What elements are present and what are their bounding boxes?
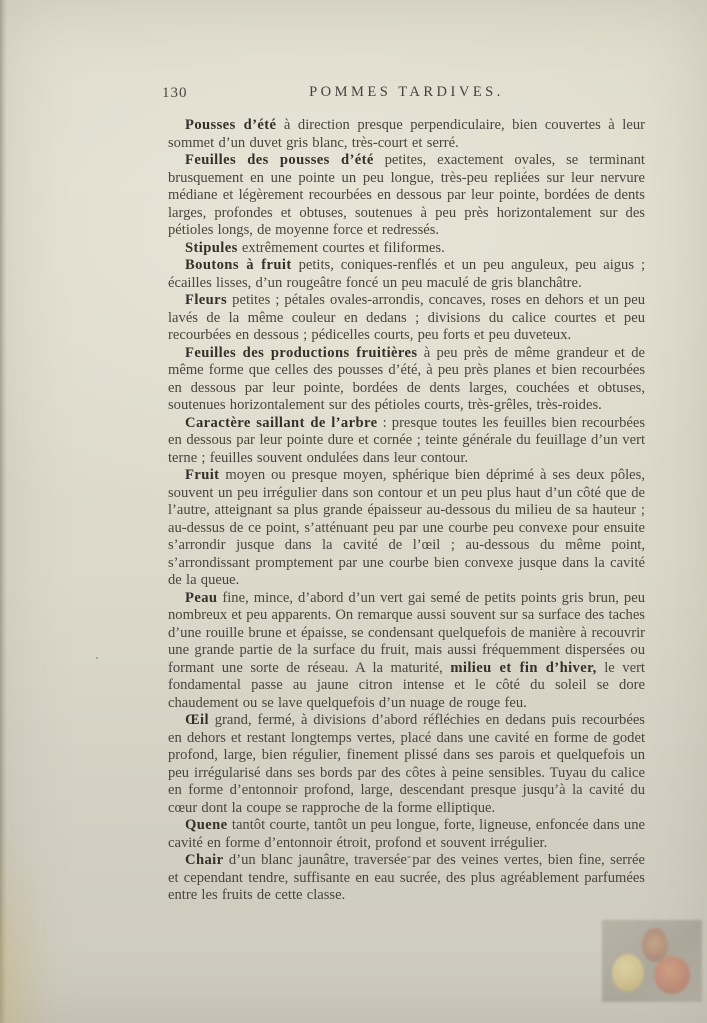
paragraph-body: à direction presque perpendiculaire, bien couvertes à leur sommet d’un duvet gris blanc, très-court et serré. (168, 117, 645, 151)
paragraph-queue (168, 817, 645, 852)
paragraph-fruit (168, 467, 645, 590)
paragraph-body-continued: le vert fondamental passe au jaune citron intense et le côté du soleil se dore chaudement ou se lave quelquefois d’un nuage de rouge feu. (168, 659, 645, 711)
paragraph-lead: Feuilles des productions fruitières (185, 344, 418, 361)
dust-speck (407, 856, 411, 858)
paragraph-body: moyen ou presque moyen, sphérique bien déprimé à ses deux pôles, souvent un peu irrégulier dans son contour et un peu plus haut d’un côté que de l’autre, atteignant sa plus grande épaisseur au-dessous du milieu de sa hauteur ; au-dessus de ce point, s’atténuant peu par une courbe peu convexe pour ensuite s’arrondir jusque dans la cavité de l’œil ; au-dessous du même point, s’arrondissant promptement par une courbe bien convexe jusque dans la cavité de la queue. (168, 467, 645, 588)
paragraph-body: petites, exactement ovales, se terminant brusquement en une pointe un peu longue, très-peu repliées sur leur nervure médiane et légèrement recourbées en dessous par leur pointe, bordées de dents larges, profondes et obtuses, soutenues à peu près horizontalement sur des pétioles longs, de moyenne force et redressés. (168, 152, 645, 238)
paragraph-lead: Fleurs (185, 292, 228, 308)
page-number: 130 (162, 85, 188, 101)
paragraph-lead: Peau (185, 589, 218, 606)
paragraph-feuilles-pousses (168, 152, 645, 240)
paragraph-oeil (168, 712, 645, 817)
paragraph-body: petits, coniques-renflés et un peu anguleux, peu aigus ; écailles lisses, d’un rougeâtre foncé un peu maculé de gris blanchâtre. (168, 257, 646, 291)
paragraph-body: extrêmement courtes et filiformes. (237, 239, 445, 256)
body-text-column (168, 117, 645, 905)
page-header (162, 84, 645, 104)
paragraph-caractere-saillant (168, 415, 645, 468)
paragraph-lead: Chair (185, 852, 224, 868)
paragraph-boutons-a-fruit (168, 257, 645, 292)
paragraph-pousses-ete (168, 117, 645, 152)
faded-apples-photo-thumbnail (602, 920, 702, 1002)
paragraph-lead: Stipules (185, 239, 238, 256)
paragraph-fleurs (168, 292, 645, 345)
paragraph-body: tantôt courte, tantôt un peu longue, forte, ligneuse, enfoncée dans une cavité en forme d’entonnoir étroit, profond et souvent irrégulier. (168, 817, 645, 851)
paragraph-peau (168, 590, 645, 713)
paragraph-body: d’un blanc jaunâtre, traversée par des veines vertes, bien fine, serrée et cependant tendre, suffisante en eau sucrée, des plus agréablement parfumées entre les fruits de cette classe. (168, 852, 645, 903)
dust-speck (96, 657, 98, 659)
page-content (162, 84, 646, 905)
paragraph-lead: Quene (185, 817, 228, 833)
paragraph-stipules (168, 240, 645, 258)
paragraph-lead: Boutons à fruit (185, 257, 292, 273)
paragraph-lead: Œil (185, 712, 209, 728)
paragraph-lead: Caractère saillant de l’arbre (185, 414, 378, 431)
running-head-title: POMMES TARDIVES. (309, 84, 504, 100)
paragraph-lead: Feuilles des pousses d’été (185, 152, 374, 168)
paragraph-feuilles-productions (168, 345, 645, 415)
red-apple-shape (654, 956, 690, 994)
paragraph-lead: Fruit (185, 467, 220, 483)
paragraph-body: grand, fermé, à divisions d’abord réfléchies en dedans puis recourbées en dehors et restant longtemps vertes, placé dans une cavité en forme de godet profond, large, bien régulier, finement plissé dans ses parois et quelquefois un peu irrégularisé dans ses bords par des côtes à peine sensibles. Tuyau du calice en forme d’entonnoir profond, large, descendant presque jusqu’à la cavité du cœur dont la coupe se rapproche de la forme elliptique. (168, 712, 645, 816)
paragraph-body: : presque toutes les feuilles bien recourbées en dessous par leur pointe dure et cornée ; teinte générale du feuillage d’un vert terne ; feuilles souvent ondulées dans leur contour. (168, 414, 645, 466)
yellow-apple-shape (612, 954, 644, 992)
paragraph-chair (168, 852, 645, 905)
paragraph-body: fine, mince, d’abord d’un vert gai semé de petits points gris brun, peu nombreux et peu apparents. On remarque aussi souvent sur sa surface des taches d’une rouille brune et épaisse, se condensant quelquefois de manière à recouvrir une grande partie de la surface du fruit, mais aussi fréquemment dispersées ou formant une sorte de réseau. A la maturité, (168, 589, 645, 676)
paragraph-body: à peu près de même grandeur et de même forme que celles des pousses d’été, à peu près planes et bien recourbées en dessous par leur pointe, bordées de dents larges, couchées et obtuses, soutenues horizontalement sur des pétioles courts, très-grêles, très-roides. (168, 344, 645, 413)
paragraph-lead: Pousses d’été (185, 117, 277, 133)
paragraph-inline-bold: milieu et fin d’hiver, (450, 659, 597, 676)
paragraph-body: petites ; pétales ovales-arrondis, concaves, roses en dehors et un peu lavés de la même couleur en dedans ; divisions du calice courtes et peu recourbées en dessous ; pédicelles courts, peu forts et peu duveteux. (168, 292, 645, 343)
dust-speck (523, 167, 525, 169)
